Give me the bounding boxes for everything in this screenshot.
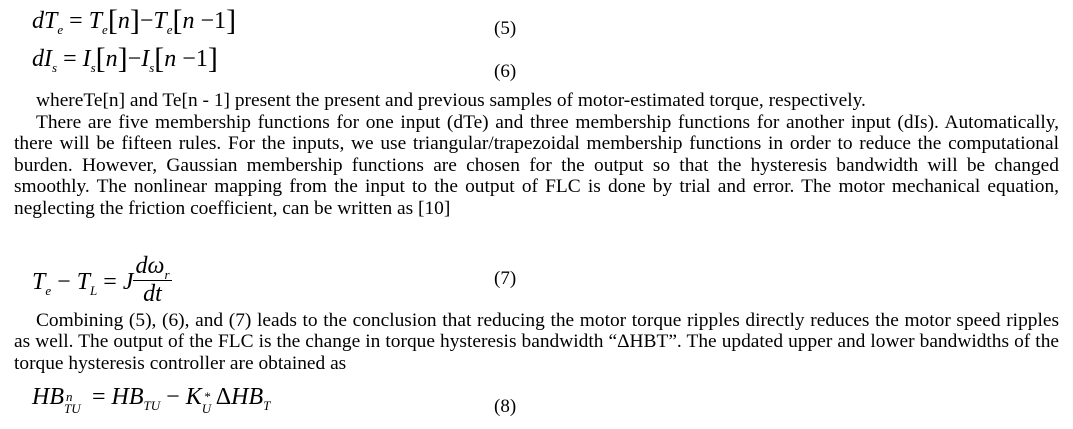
- equation-6: $dI_s = I_s[n]-I_s[n -1]$: [32, 42, 218, 75]
- equation-5: $dT_e = T_e[n]-T_e[n -1]$: [32, 4, 237, 37]
- paragraph-membership: There are five membership functions for one input (dTe) and three membership functions for another input (dIs). Automatically, there will be fifteen rules. For the inputs, we use triangular/trapezoidal membership functions in order to reduce the computational burden. However, Gaussian membership functions are chosen for the output so that the hysteresis bandwidth will be changed smoothly. The nonlinear mapping from the input to the output of FLC is done by trial and error. The motor mechanical equation, neglecting the friction coefficient, can be written as [10]: [14, 112, 1059, 219]
- equation-8-number: (8): [494, 396, 517, 417]
- equation-6-number: (6): [494, 61, 517, 82]
- paragraph-where: whereTe[n] and Te[n - 1] present the present and previous samples of motor-estimated torque, respectively.: [36, 90, 866, 111]
- paragraph-combining: Combining (5), (6), and (7) leads to the conclusion that reducing the motor torque ripples directly reduces the motor speed ripples as well. The output of the FLC is the change in torque hysteresis bandwidth “ΔHBT”. The updated upper and lower bandwidths of the torque hysteresis controller are obtained as: [14, 310, 1059, 374]
- equation-8: HB n TU = $HB_{TU} - K$ * U $\Delta HB_T$: [32, 384, 271, 416]
- equation-7-number: (7): [494, 268, 517, 289]
- equation-5-number: (5): [494, 18, 517, 39]
- equation-7: $T_e - T_L = J$ $\frac{d\omega_r}{dt}$: [32, 253, 170, 307]
